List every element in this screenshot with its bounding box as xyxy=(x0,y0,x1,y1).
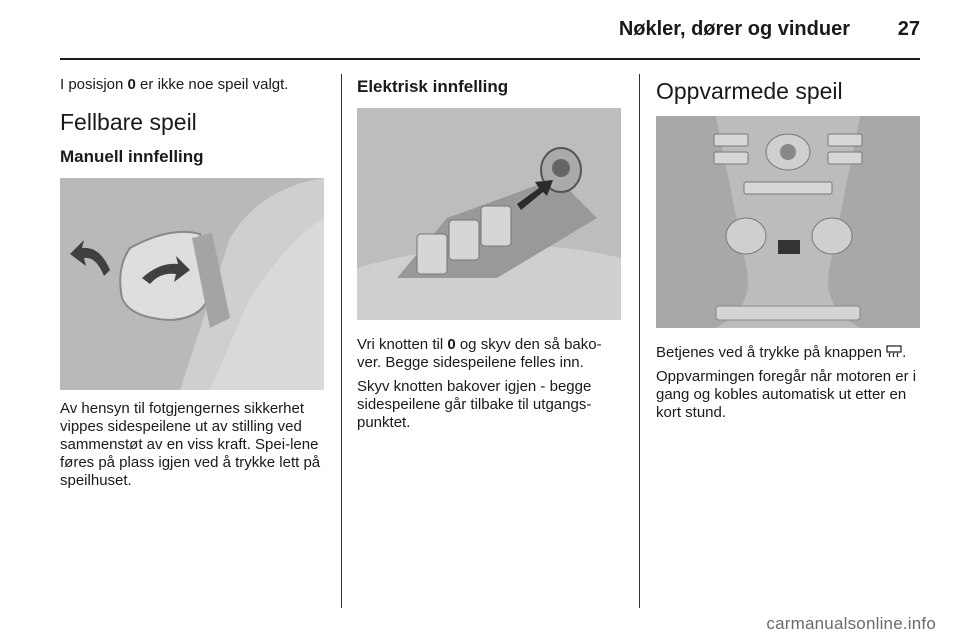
electric-fold-text-1: Vri knotten til 0 og skyv den så bako-ver. Begge sidespeilene felles inn. xyxy=(357,336,602,371)
section-title-oppvarmede-speil: Oppvarmede speil xyxy=(656,78,843,104)
electric-fold-text-2: Skyv knotten bakover igjen - begge sidespeilene går tilbake til utgangs-punktet. xyxy=(357,378,592,431)
manual-fold-caption: Av hensyn til fotgjengernes sikkerhet vippes sidespeilene ut av stilling ved sammenstøt av en viss kraft. Spei-lene føres på plass igjen ved å trykke lett på speilhuset. xyxy=(60,400,321,489)
center-console-illustration xyxy=(656,116,920,328)
column-3 xyxy=(656,72,922,428)
column-divider xyxy=(341,74,342,608)
mirror-switch-illustration xyxy=(357,108,621,320)
watermark-text: carmanualsonline.info xyxy=(766,614,936,633)
heated-mirror-icon xyxy=(886,345,902,359)
page-number: 27 xyxy=(897,18,920,40)
mirror-fold-illustration xyxy=(60,178,324,390)
column-2 xyxy=(357,72,623,438)
header-rule xyxy=(60,58,920,60)
heated-mirror-text-1: Betjenes ved å trykke på knappen . xyxy=(656,344,907,361)
column-divider xyxy=(639,74,640,608)
intro-text: I posisjon 0 er ikke noe speil valgt. xyxy=(60,76,289,93)
running-header-title: Nøkler, dører og vinduer xyxy=(618,18,850,40)
column-1 xyxy=(60,72,326,490)
section-title-fellbare-speil: Fellbare speil xyxy=(60,109,197,135)
subsection-title-elektrisk: Elektrisk innfelling xyxy=(357,77,509,96)
heated-mirror-text-2: Oppvarmingen foregår når motoren er i gang og kobles automatisk ut etter en kort stund. xyxy=(656,368,917,421)
subsection-title-manuell: Manuell innfelling xyxy=(60,147,204,166)
